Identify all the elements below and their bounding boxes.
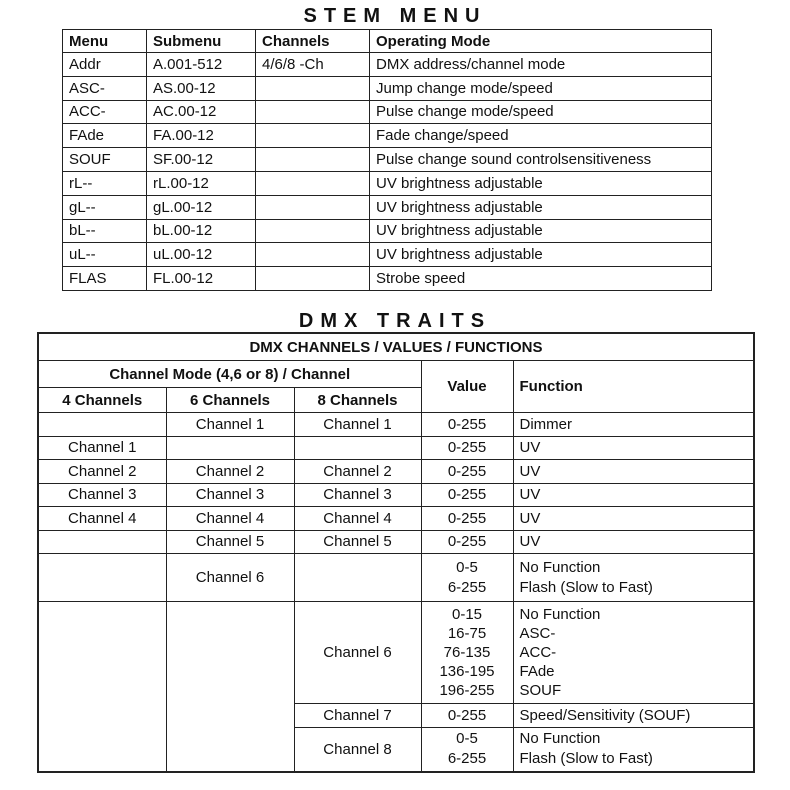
dmx-cell-function: UV <box>513 460 754 484</box>
ch6-six-channel-row <box>38 554 754 602</box>
menu-cell: rL-- <box>63 171 147 195</box>
operating-mode-cell: UV brightness adjustable <box>370 171 712 195</box>
function-line: No Function <box>519 730 601 748</box>
operating-mode-col-header: Operating Mode <box>370 30 712 53</box>
function-line: No Function <box>519 606 601 623</box>
value-line: 6-255 <box>447 750 487 768</box>
submenu-cell: uL.00-12 <box>147 243 256 267</box>
channels-cell <box>256 219 370 243</box>
submenu-cell: AC.00-12 <box>147 100 256 124</box>
submenu-cell: bL.00-12 <box>147 219 256 243</box>
dmx-cell-6ch: Channel 5 <box>166 530 294 554</box>
channels-cell <box>256 124 370 148</box>
submenu-cell: FA.00-12 <box>147 124 256 148</box>
dmx-cell-4ch: Channel 2 <box>38 460 166 484</box>
dmx-cell-function: Dimmer <box>513 413 754 437</box>
channels-cell <box>256 100 370 124</box>
dmx-cell-6ch: Channel 3 <box>166 483 294 507</box>
menu-row <box>63 267 712 291</box>
dmx-traits-table <box>37 332 755 773</box>
six-channels-header: 6 Channels <box>166 388 294 413</box>
dmx-cell-4ch: Channel 1 <box>38 436 166 460</box>
menu-cell: uL-- <box>63 243 147 267</box>
dmx-cell-function: UV <box>513 483 754 507</box>
dmx-cell-8ch: Channel 6 <box>294 602 421 704</box>
dmx-cell-value: 0-255 <box>421 483 513 507</box>
menu-row <box>63 100 712 124</box>
operating-mode-cell: Pulse change sound controlsensitiveness <box>370 148 712 172</box>
operating-mode-cell: Strobe speed <box>370 267 712 291</box>
ch6-eight-channel-row <box>38 602 754 704</box>
channels-cell <box>256 267 370 291</box>
dmx-cell-value: 0-255 <box>421 507 513 531</box>
dmx-cell-value: 0-255 <box>421 460 513 484</box>
channels-cell <box>256 171 370 195</box>
menu-row <box>63 243 712 267</box>
menu-cell: bL-- <box>63 219 147 243</box>
submenu-cell: rL.00-12 <box>147 171 256 195</box>
dmx-row <box>38 436 754 460</box>
dmx-cell-6ch: Channel 6 <box>166 554 294 602</box>
value-line: 136-195 <box>439 663 495 680</box>
system-menu-table <box>62 29 712 291</box>
dmx-cell-4ch: Channel 3 <box>38 483 166 507</box>
system-menu-title: STEM MENU <box>303 5 487 27</box>
menu-cell: FAde <box>63 124 147 148</box>
dmx-cell-4ch <box>38 602 166 772</box>
operating-mode-cell: Fade change/speed <box>370 124 712 148</box>
dmx-cell-8ch: Channel 2 <box>294 460 421 484</box>
dmx-cell-function <box>513 602 754 704</box>
menu-row <box>63 171 712 195</box>
dmx-traits-title: DMX TRAITS <box>298 310 492 332</box>
channels-cell: 4/6/8 -Ch <box>256 53 370 77</box>
submenu-cell: A.001-512 <box>147 53 256 77</box>
menu-cell: Addr <box>63 53 147 77</box>
submenu-cell: AS.00-12 <box>147 76 256 100</box>
dmx-cell-function <box>513 728 754 772</box>
dmx-cell-value: 0-255 <box>421 413 513 437</box>
dmx-cell-8ch: Channel 1 <box>294 413 421 437</box>
dmx-row <box>38 530 754 554</box>
dmx-cell-value: 0-255 <box>421 436 513 460</box>
dmx-cell-6ch <box>166 436 294 460</box>
dmx-cell-function <box>513 554 754 602</box>
channels-col-header: Channels <box>256 30 370 53</box>
dmx-cell-6ch <box>166 602 294 772</box>
submenu-col-header: Submenu <box>147 30 256 53</box>
value-line: 0-5 <box>456 558 478 576</box>
operating-mode-cell: UV brightness adjustable <box>370 243 712 267</box>
menu-row <box>63 219 712 243</box>
function-line: SOUF <box>519 682 562 699</box>
function-header: Function <box>513 361 754 413</box>
submenu-cell: FL.00-12 <box>147 267 256 291</box>
menu-header-row <box>63 30 712 53</box>
dmx-cell-8ch: Channel 8 <box>294 728 421 772</box>
dmx-cell-function: UV <box>513 436 754 460</box>
menu-row <box>63 76 712 100</box>
value-line: 196-255 <box>439 682 495 699</box>
dmx-cell-6ch: Channel 4 <box>166 507 294 531</box>
function-line: ACC- <box>519 644 557 661</box>
menu-row <box>63 148 712 172</box>
dmx-cell-4ch: Channel 4 <box>38 507 166 531</box>
operating-mode-cell: Pulse change mode/speed <box>370 100 712 124</box>
channels-cell <box>256 148 370 172</box>
menu-cell: FLAS <box>63 267 147 291</box>
value-line: 16-75 <box>447 625 487 642</box>
dmx-row <box>38 460 754 484</box>
dmx-cell-8ch: Channel 3 <box>294 483 421 507</box>
dmx-row <box>38 413 754 437</box>
menu-cell: ACC- <box>63 100 147 124</box>
operating-mode-cell: Jump change mode/speed <box>370 76 712 100</box>
operating-mode-cell: UV brightness adjustable <box>370 219 712 243</box>
dmx-cell-function: Speed/Sensitivity (SOUF) <box>513 704 754 728</box>
eight-channels-header: 8 Channels <box>294 388 421 413</box>
menu-row <box>63 195 712 219</box>
menu-cell: ASC- <box>63 76 147 100</box>
submenu-cell: SF.00-12 <box>147 148 256 172</box>
value-line: 6-255 <box>447 578 487 596</box>
dmx-cell-value <box>421 554 513 602</box>
dmx-cell-value: 0-255 <box>421 704 513 728</box>
dmx-cell-function: UV <box>513 530 754 554</box>
four-channels-header: 4 Channels <box>38 388 166 413</box>
menu-row <box>63 53 712 77</box>
value-line: 0-15 <box>451 606 483 623</box>
channels-cell <box>256 243 370 267</box>
value-header: Value <box>421 361 513 413</box>
dmx-cell-6ch: Channel 2 <box>166 460 294 484</box>
menu-col-header: Menu <box>63 30 147 53</box>
dmx-cell-8ch: Channel 5 <box>294 530 421 554</box>
dmx-row <box>38 483 754 507</box>
value-line: 76-135 <box>443 644 491 661</box>
channel-mode-header: Channel Mode (4,6 or 8) / Channel <box>38 361 421 388</box>
operating-mode-cell: UV brightness adjustable <box>370 195 712 219</box>
dmx-cell-4ch <box>38 413 166 437</box>
dmx-row <box>38 507 754 531</box>
function-line: Flash (Slow to Fast) <box>519 578 653 596</box>
dmx-cell-value: 0-255 <box>421 530 513 554</box>
function-line: ASC- <box>519 625 556 642</box>
function-line: No Function <box>519 558 601 576</box>
dmx-cell-value <box>421 602 513 704</box>
function-line: FAde <box>519 663 555 680</box>
dmx-cell-8ch: Channel 4 <box>294 507 421 531</box>
dmx-cell-4ch <box>38 554 166 602</box>
dmx-cell-value <box>421 728 513 772</box>
dmx-table-title: DMX CHANNELS / VALUES / FUNCTIONS <box>38 333 754 361</box>
submenu-cell: gL.00-12 <box>147 195 256 219</box>
menu-row <box>63 124 712 148</box>
dmx-cell-6ch: Channel 1 <box>166 413 294 437</box>
menu-cell: SOUF <box>63 148 147 172</box>
dmx-cell-4ch <box>38 530 166 554</box>
dmx-cell-8ch <box>294 436 421 460</box>
function-line: Flash (Slow to Fast) <box>519 750 653 768</box>
dmx-cell-function: UV <box>513 507 754 531</box>
dmx-cell-8ch: Channel 7 <box>294 704 421 728</box>
menu-cell: gL-- <box>63 195 147 219</box>
channels-cell <box>256 76 370 100</box>
operating-mode-cell: DMX address/channel mode <box>370 53 712 77</box>
value-line: 0-5 <box>456 730 478 748</box>
channels-cell <box>256 195 370 219</box>
dmx-cell-8ch <box>294 554 421 602</box>
